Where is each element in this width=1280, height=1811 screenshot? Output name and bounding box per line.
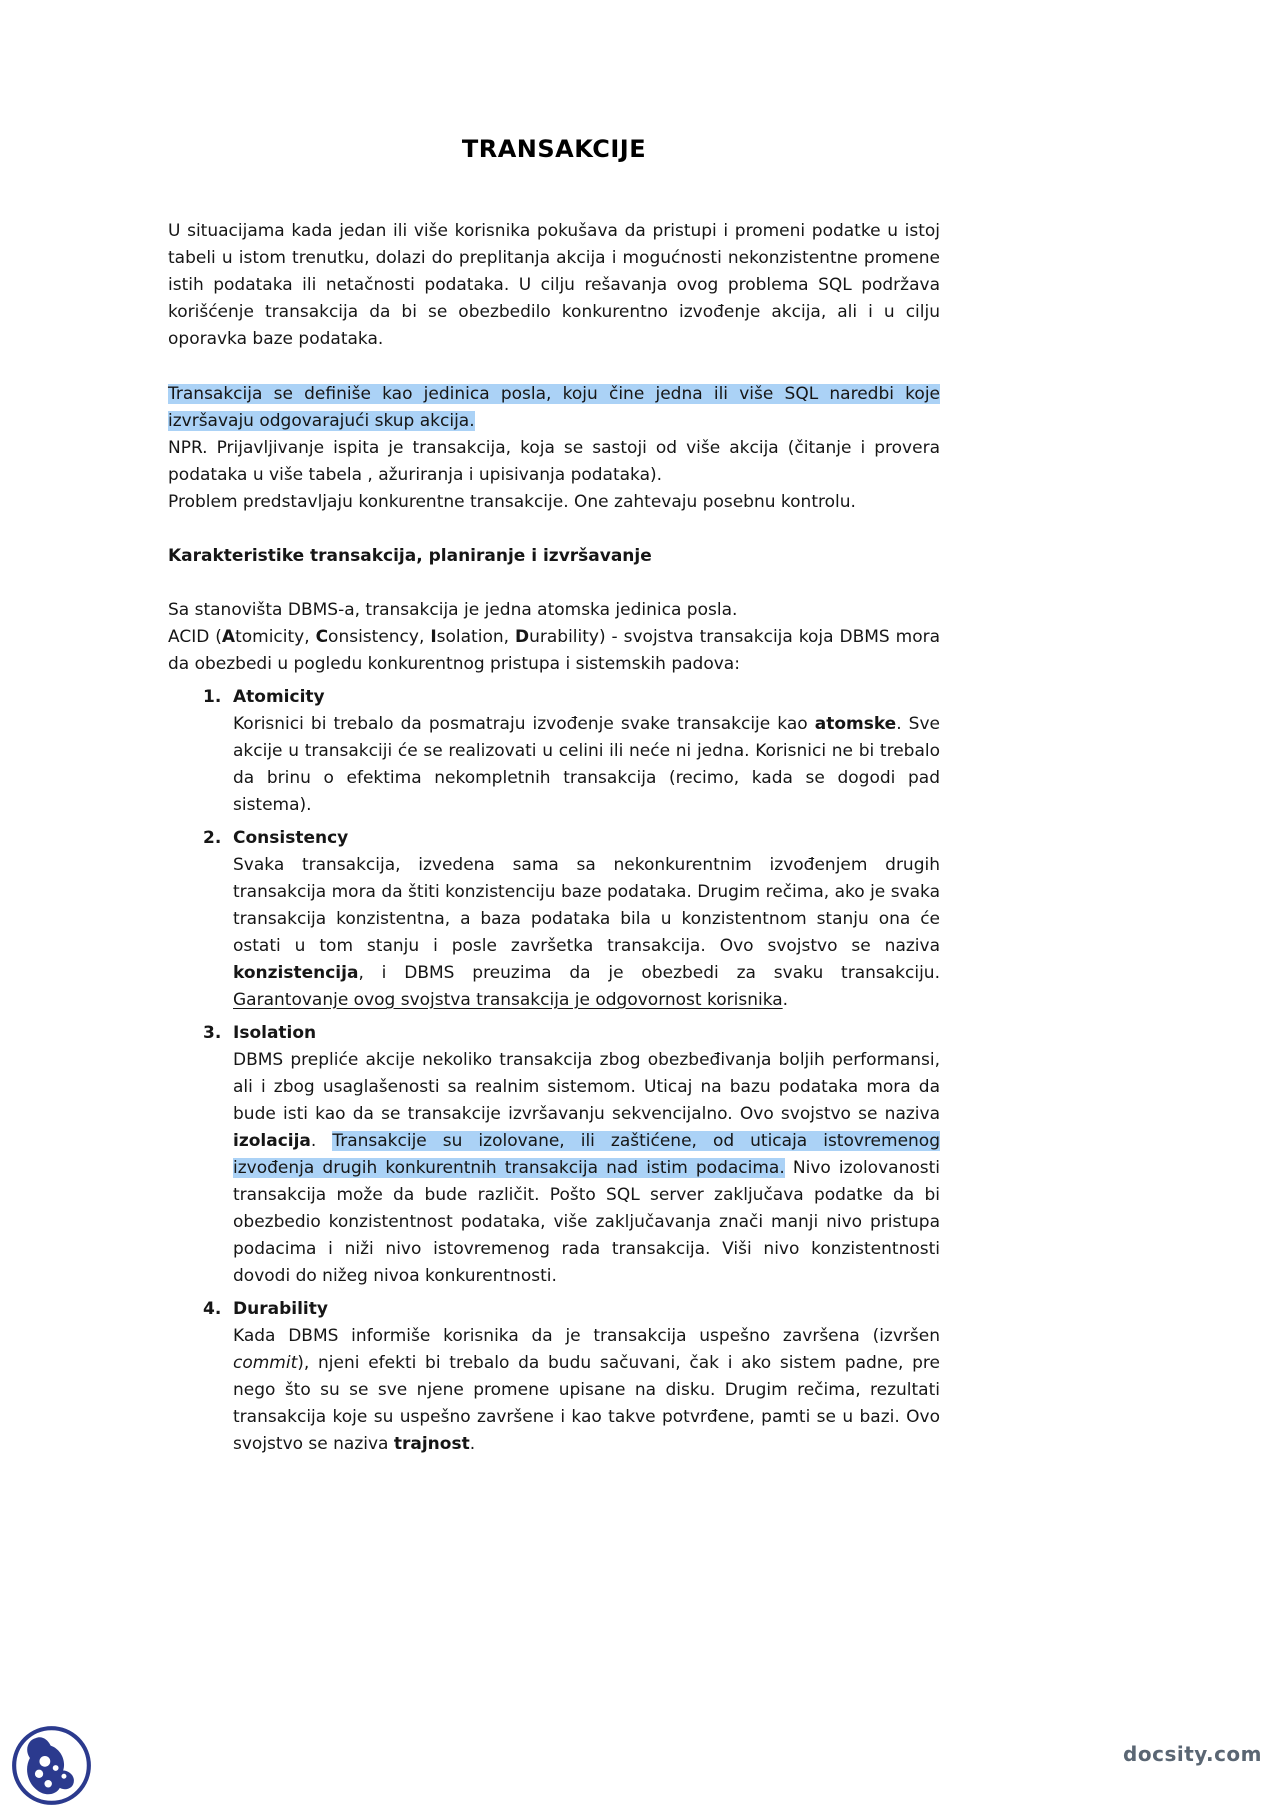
section-heading: Karakteristike transakcija, planiranje i izvršavanje — [168, 546, 652, 566]
page-title: TRANSAKCIJE — [461, 135, 647, 163]
definition-paragraph — [168, 381, 940, 435]
document-content — [168, 134, 940, 1458]
intro-paragraph: U situacijama kada jedan ili više korisnika pokušava da pristupi i promeni podatke u istoj tabeli u istom trenutku, dolazi do preplitanja akcija i mogućnosti nekonzistentne promene istih podataka ili netačnosti podataka. U cilju rešavanja ovog problema SQL podržava korišćenje transakcija da bi se obezbedilo konkurentno izvođenje akcija, ali i u cilju oporavka baze podataka. — [168, 221, 940, 349]
example-paragraph: NPR. Prijavljivanje ispita je transakcija, koja se sastoji od više akcija (čitanje i provera podataka u više tabela , ažuriranja i upisivanja podataka). — [168, 438, 940, 485]
list-item-body: DBMS prepliće akcije nekoliko transakcija zbog obezbeđivanja boljih performansi, ali i zbog usaglašenosti sa realnim sistemom. Uticaj na bazu podataka mora da bude isti kao da se transakcije izvršavanju sekvencijalno. Ovo svojstvo se naziva izolacija. Transakcije su izolovane, ili zaštićene, od uticaja istovremenog izvođenja drugih konkurentnih transakcija nad istim podacima. Nivo izolovanosti transakcija može da bude različit. Pošto SQL server zaključava podatke da bi obezbedio konzistentnost podataka, više zaključavanja znači manji nivo pristupa podacima i niži nivo istovremenog rada transakcija. Viši nivo konzistentnosti dovodi do nižeg nivoa konkurentnosti. — [233, 1050, 940, 1286]
list-item-durability — [168, 1296, 940, 1458]
list-item-title: Isolation — [233, 1023, 317, 1043]
list-item-body: Svaka transakcija, izvedena sama sa nekonkurentnim izvođenjem drugih transakcija mora da štiti konzistenciju baze podataka. Drugim rečima, ako je svaka transakcija konzistentna, a baza podataka bila u konzistentnom stanju ona će ostati u tom stanju i posle završetka transakcija. Ovo svojstvo se naziva konzistencija, i DBMS preuzima da je obezbedi za svaku transakciju. Garantovanje ovog svojstva transakcija je odgovornost korisnika. — [233, 855, 940, 1010]
list-item-number: 3. — [203, 1023, 222, 1043]
list-item-body: Korisnici bi trebalo da posmatraju izvođenje svake transakcije kao atomske. Sve akcije u transakciji će se realizovati u celini ili neće ni jedna. Korisnici ne bi trebalo da brinu o efektima nekompletnih transakcija (recimo, kada se dogodi pad sistema). — [233, 714, 940, 815]
dbms-intro-paragraph: Sa stanovišta DBMS-a, transakcija je jedna atomska jedinica posla. — [168, 600, 738, 620]
list-item-number: 1. — [203, 687, 222, 707]
list-item-heading — [168, 1020, 940, 1047]
acid-paragraph: ACID (Atomicity, Consistency, Isolation, Durability) - svojstva transakcija koja DBMS mora da obezbedi u pogledu konkurentnog pristupa i sistemskih padova: — [168, 627, 941, 674]
problem-paragraph: Problem predstavljaju konkurentne transakcije. One zahtevaju posebnu kontrolu. — [168, 492, 856, 512]
list-item-title: Durability — [233, 1299, 328, 1319]
list-item-atomicity — [168, 684, 940, 819]
acid-list — [168, 684, 940, 1458]
list-item-isolation — [168, 1020, 940, 1290]
list-item-body: Kada DBMS informiše korisnika da je transakcija uspešno završena (izvršen commit), njeni efekti bi trebalo da budu sačuvani, čak i ako sistem padne, pre nego što su se sve njene promene upisane na disku. Drugim rečima, rezultati transakcija koje su uspešno završene i kao takve potvrđene, pamti se u bazi. Ovo svojstvo se naziva trajnost. — [233, 1326, 940, 1454]
list-item-consistency — [168, 825, 940, 1014]
list-item-heading — [168, 825, 940, 852]
docsity-watermark: docsity.com — [1123, 1742, 1262, 1766]
list-item-heading — [168, 1296, 940, 1323]
docsity-logo-icon — [10, 1722, 93, 1809]
definition-highlight-span: Transakcija se definiše kao jedinica posla, koju čine jedna ili više SQL naredbi koje izvršavaju odgovarajući skup akcija. — [168, 384, 940, 431]
list-item-title: Consistency — [233, 828, 349, 848]
list-item-heading — [168, 684, 940, 711]
list-item-number: 2. — [203, 828, 222, 848]
list-item-number: 4. — [203, 1299, 222, 1319]
list-item-title: Atomicity — [233, 687, 325, 707]
